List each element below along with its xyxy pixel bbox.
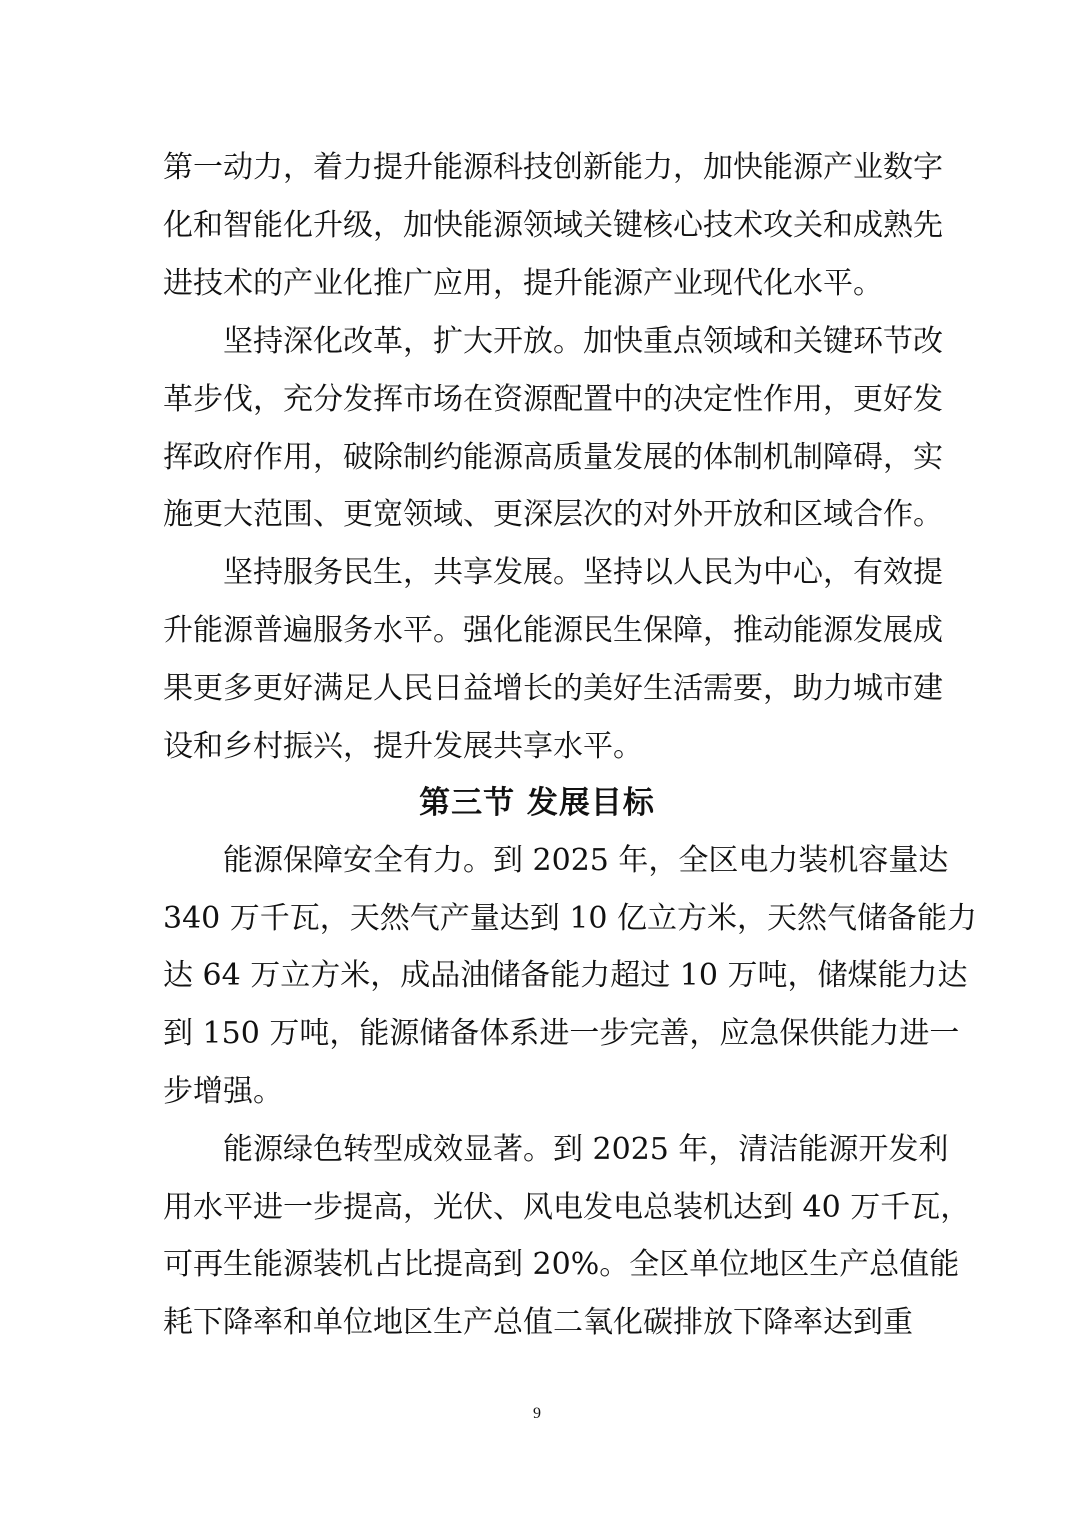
paragraph-line: 施更大范围、更宽领域、更深层次的对外开放和区域合作。 [163,497,943,532]
section-heading: 第三节 发展目标 [419,785,655,821]
paragraph-line: 340 万千瓦，天然气产量达到 10 亿立方米，天然气储备能力 [163,901,978,936]
paragraph-line: 能源绿色转型成效显著。到 2025 年，清洁能源开发利 [223,1132,949,1167]
paragraph-line: 用水平进一步提高，光伏、风电发电总装机达到 40 万千瓦， [163,1190,971,1225]
paragraph-line: 第一动力，着力提升能源科技创新能力，加快能源产业数字 [163,150,943,185]
paragraph-line: 升能源普遍服务水平。强化能源民生保障，推动能源发展成 [163,613,943,648]
paragraph-line: 步增强。 [163,1074,283,1109]
paragraph-line: 革步伐，充分发挥市场在资源配置中的决定性作用，更好发 [163,382,943,417]
paragraph-line: 耗下降率和单位地区生产总值二氧化碳排放下降率达到重 [163,1305,913,1340]
paragraph-line: 挥政府作用，破除制约能源高质量发展的体制机制障碍，实 [163,440,943,475]
paragraph-line: 设和乡村振兴，提升发展共享水平。 [163,729,643,764]
paragraph-line: 能源保障安全有力。到 2025 年，全区电力装机容量达 [223,843,949,878]
paragraph-line: 果更多更好满足人民日益增长的美好生活需要，助力城市建 [163,671,943,706]
page-number: 9 [533,1405,541,1422]
paragraph-line: 到 150 万吨，能源储备体系进一步完善，应急保供能力进一 [163,1016,960,1051]
paragraph-line: 坚持服务民生，共享发展。坚持以人民为中心，有效提 [223,555,943,590]
paragraph-line: 化和智能化升级，加快能源领域关键核心技术攻关和成熟先 [163,208,943,243]
paragraph-line: 达 64 万立方米，成品油储备能力超过 10 万吨，储煤能力达 [163,958,968,993]
paragraph-line: 坚持深化改革，扩大开放。加快重点领域和关键环节改 [223,324,943,359]
paragraph-line: 可再生能源装机占比提高到 20%。全区单位地区生产总值能 [163,1247,960,1282]
paragraph-line: 进技术的产业化推广应用，提升能源产业现代化水平。 [163,266,883,301]
